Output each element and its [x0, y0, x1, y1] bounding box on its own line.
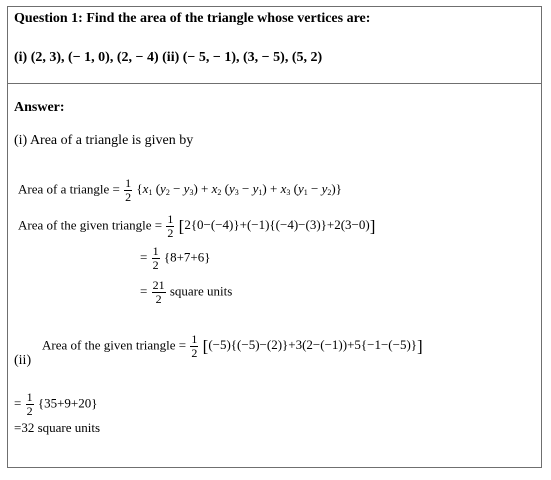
area-sum-ii: = $\frac{1}{2}$ {35+9+20} — [14, 390, 98, 418]
qa-box — [7, 6, 542, 468]
area-result-ii: =32 square units — [14, 420, 101, 435]
answer-label: Answer: — [14, 100, 65, 115]
area-formula: Area of a triangle = $\frac{1}{2}$ {$x_1$ $(y_2 - y_3) + x_2$ $(y_3 - y_1) + x_3$ $(y_1 - y_2)$} — [18, 176, 342, 204]
area-result-i: = $\frac{21}{2}$ square units — [140, 278, 233, 306]
formula-body: {$x_1$ $(y_2 - y_3) + x_2$ $(y_3 - y_1) + x_3$ $(y_1 - y_2)$} — [136, 181, 342, 198]
area-substitution-ii: Area of the given triangle = $\frac{1}{2}$ [(−5){(−5)−(2)}+3(2−(−1))+5{−1−(−5)}] — [42, 332, 423, 360]
fraction-half: $\frac{1}{2}$ — [125, 176, 132, 204]
question-parts: (i) (2, 3), (− 1, 0), (2, − 4) (ii) (− 5, − 1), (3, − 5), (5, 2) — [14, 50, 323, 65]
fraction-half: $\frac{1}{2}$ — [167, 212, 174, 240]
question-title: Question 1: Find the area of the triangle whose vertices are: — [14, 11, 371, 26]
fraction-result: $\frac{21}{2}$ — [152, 278, 165, 306]
fraction-half: $\frac{1}{2}$ — [191, 332, 198, 360]
part-ii-label: (ii) — [14, 353, 32, 368]
substitution-body: [2{0−(−4)}+(−1){(−4)−(3)}+2(3−0)] — [178, 217, 376, 236]
question-row — [8, 7, 541, 84]
area-substitution-i: Area of the given triangle = $\frac{1}{2}$ [2{0−(−4)}+(−1){(−4)−(3)}+2(3−0)] — [18, 212, 376, 240]
fraction-half: $\frac{1}{2}$ — [26, 390, 33, 418]
answer-intro: (i) Area of a triangle is given by — [14, 133, 194, 148]
fraction-half: $\frac{1}{2}$ — [152, 244, 159, 272]
area-sum-i: = $\frac{1}{2}$ {8+7+6} — [140, 244, 211, 272]
